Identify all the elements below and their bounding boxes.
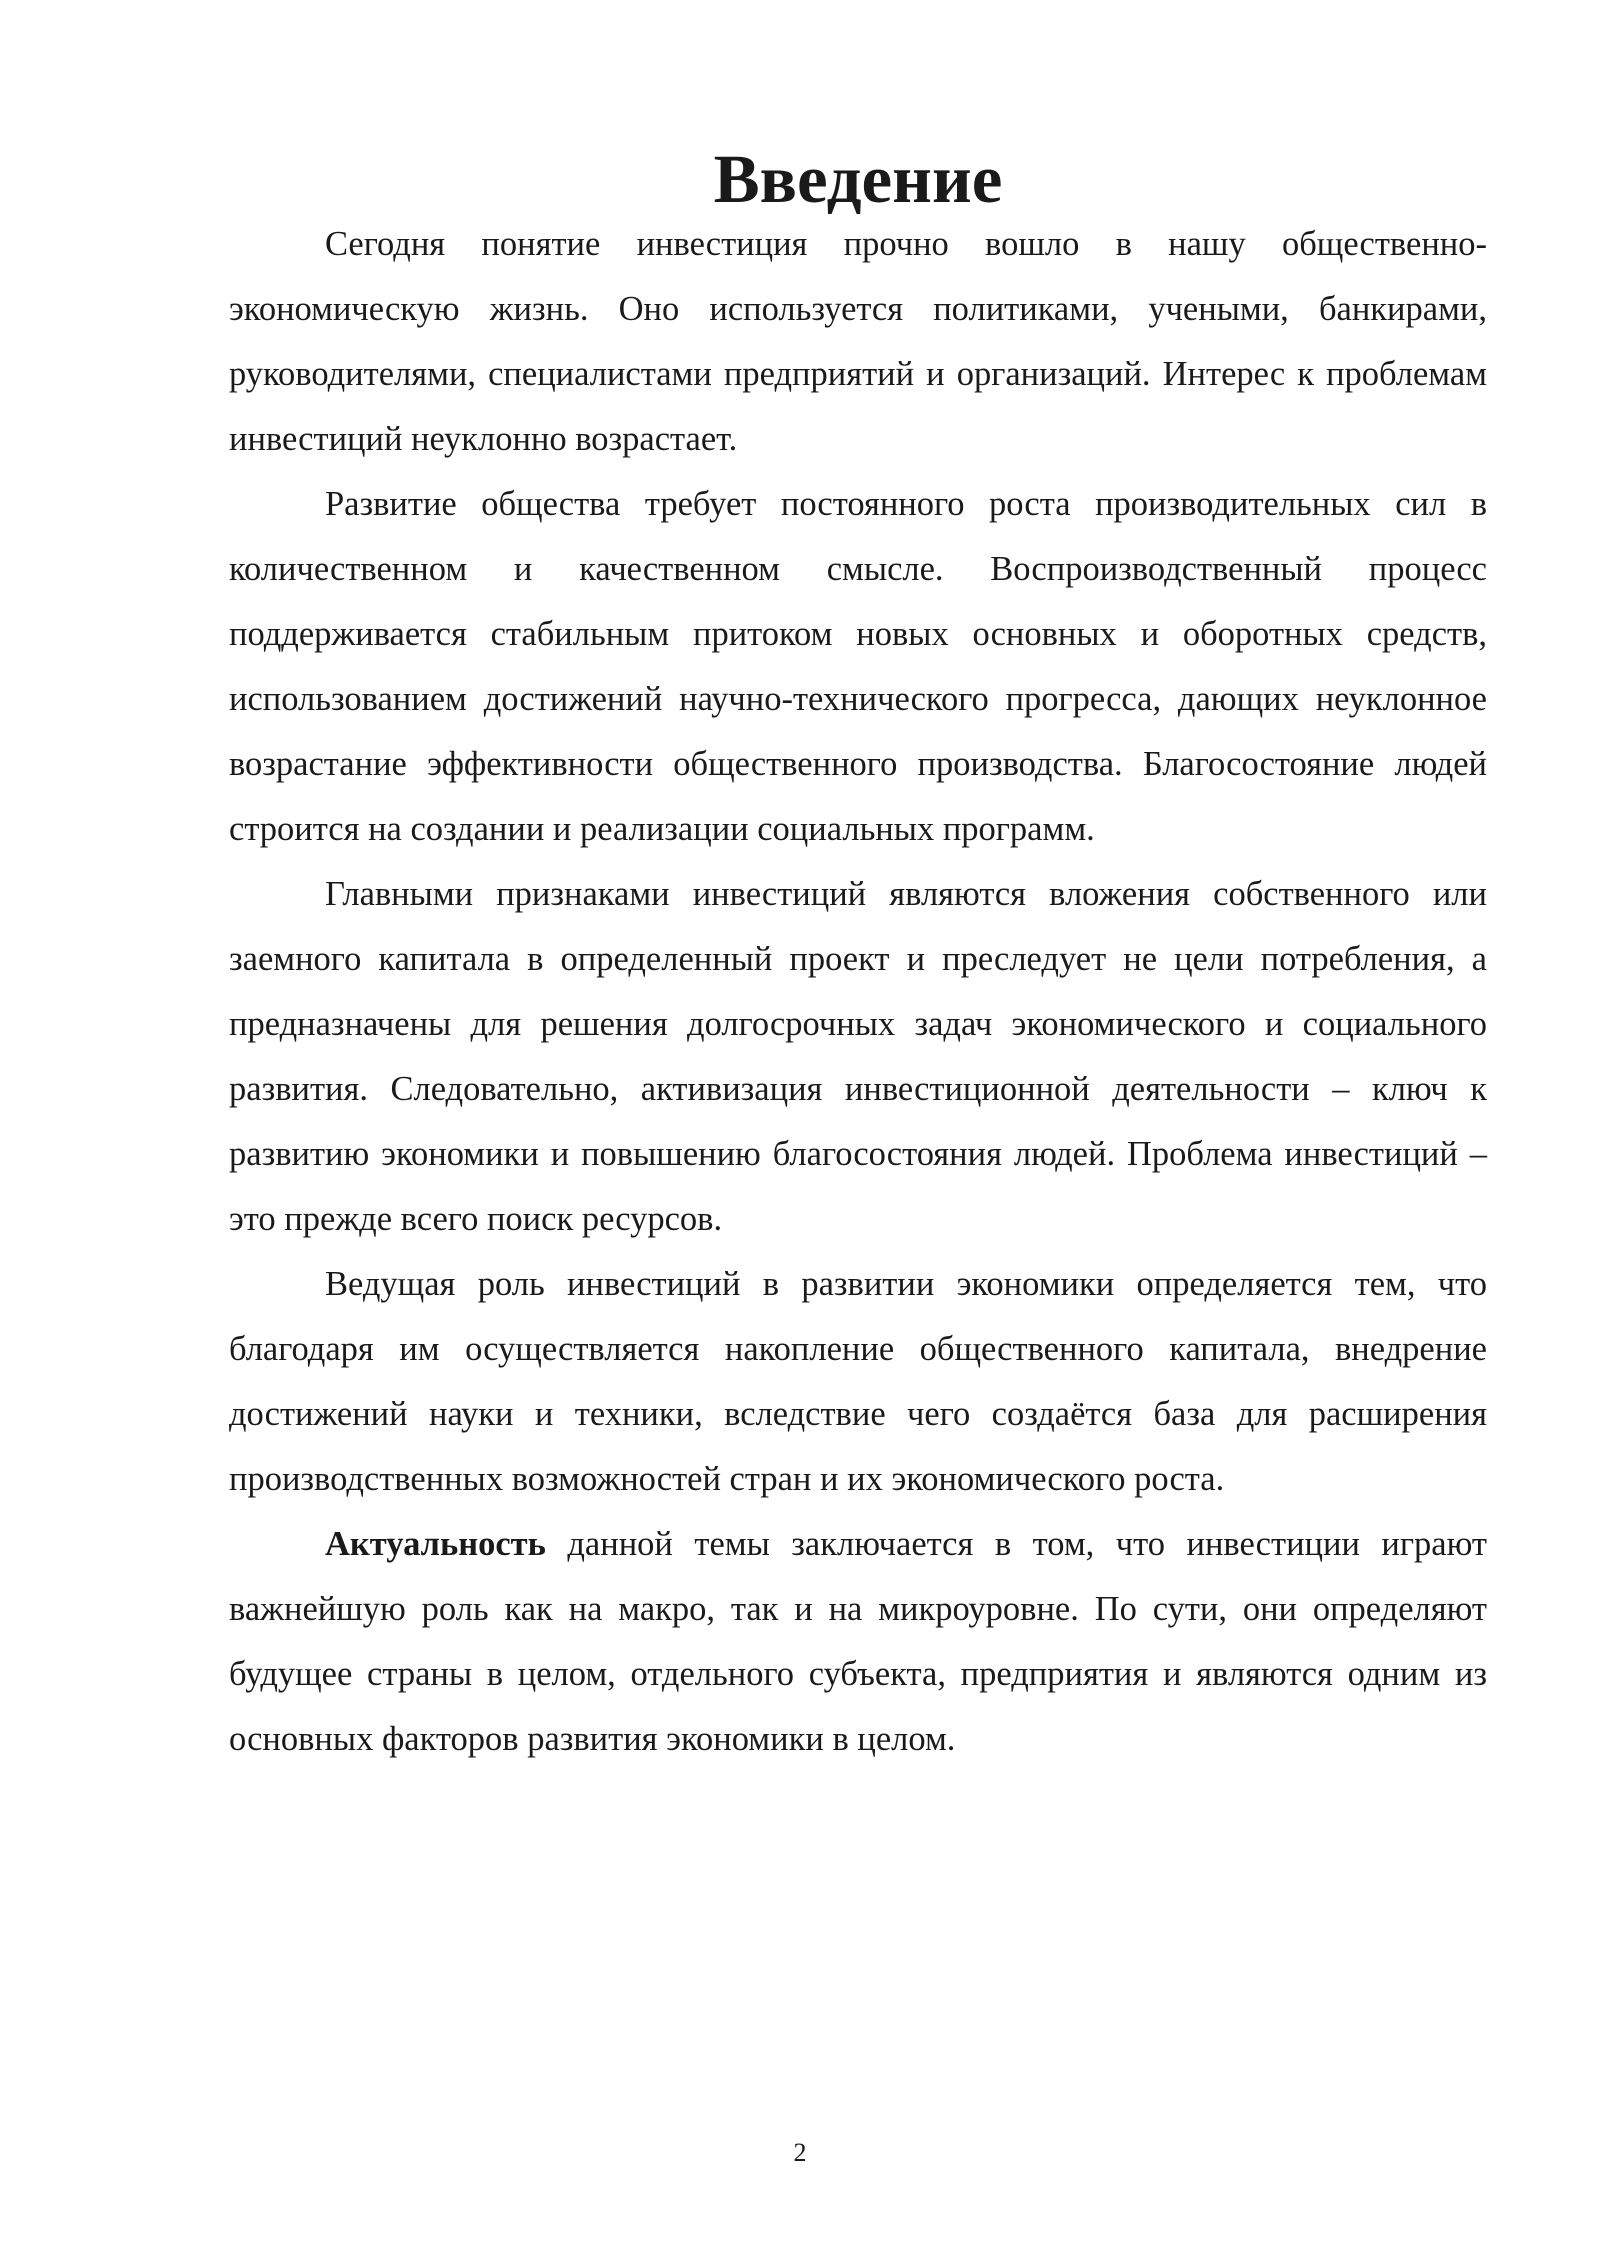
paragraph-4-text: Ведущая роль инвестиций в развитии экономики определяется тем, что благодаря им осуществляется накопление общественного капитала, внедрение достижений науки и техники, вследствие чего создаётся база для расширения производственных возможностей стран и их экономического роста. <box>229 1265 1487 1498</box>
page-title: Введение <box>713 141 1003 217</box>
paragraph-5-lead: Актуальность <box>325 1525 546 1563</box>
paragraph-2-text: Развитие общества требует постоянного роста производительных сил в количественном и качественном смысле. Воспроизводственный процесс поддерживается стабильным притоком новых основных и оборотных средств, использованием достижений научно-технического прогресса, дающих неуклонное возрастание эффективности общественного производства. Благосостояние людей строится на создании и реализации социальных программ. <box>229 485 1487 848</box>
page-body <box>229 141 1487 1772</box>
paragraph-1-text: Сегодня понятие инвестиция прочно вошло в нашу общественно-экономическую жизнь. Оно используется политиками, учеными, банкирами, руководителями, специалистами предприятий и организаций. Интерес к проблемам инвестиций неуклонно возрастает. <box>229 225 1487 458</box>
paragraph-5-text: данной темы заключается в том, что инвестиции играют важнейшую роль как на макро, так и на микроуровне. По сути, они определяют будущее страны в целом, отдельного субъекта, предприятия и являются одним из основных факторов развития экономики в целом. <box>229 1525 1487 1758</box>
paragraph-2 <box>229 472 1487 862</box>
paragraph-3 <box>229 862 1487 1252</box>
paragraph-4 <box>229 1252 1487 1512</box>
paragraph-5 <box>229 1512 1487 1772</box>
page-number: 2 <box>793 2138 807 2167</box>
paragraph-1 <box>229 212 1487 472</box>
paragraph-3-text: Главными признаками инвестиций являются вложения собственного или заемного капитала в определенный проект и преследует не цели потребления, а предназначены для решения долгосрочных задач экономического и социального развития. Следовательно, активизация инвестиционной деятельности – ключ к развитию экономики и повышению благосостояния людей. Проблема инвестиций – это прежде всего поиск ресурсов. <box>229 875 1487 1238</box>
